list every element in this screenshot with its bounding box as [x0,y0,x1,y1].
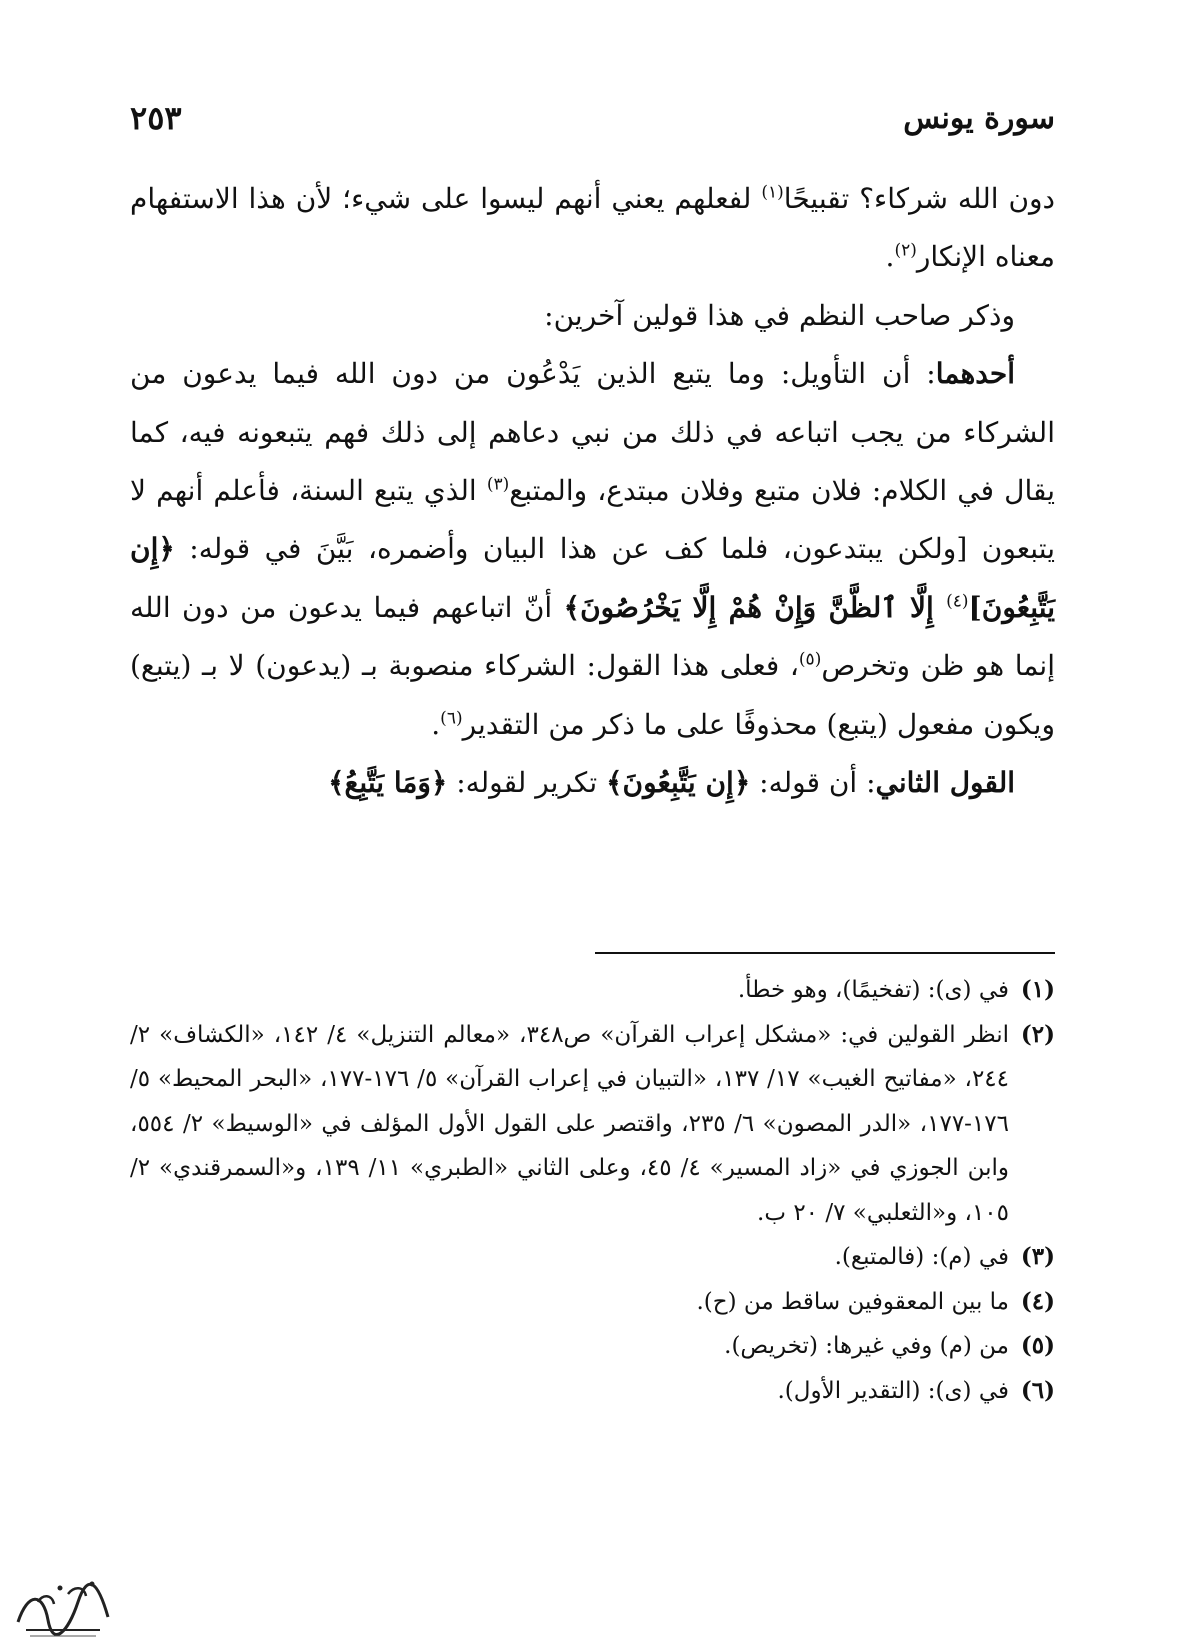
footnote-number: (٤) [1020,1287,1055,1315]
text-run: الذي يتبع السنة، فأعلم أنهم لا يتبعون [ولكن يبتدعون، فلما كف عن هذا البيان وأضمره، بَيَّنَ في قوله: [130,474,1055,566]
paragraph-4 [130,754,1055,812]
text-run: لفعلهم يعني أنهم ليسوا على شيء؛ لأن هذا الاستفهام معناه الإنكار [130,182,1055,274]
paragraph-1 [130,170,1055,287]
text-run: . [431,707,441,741]
footnote-2 [130,1013,1055,1236]
quran-verse: ﴿إِن يَتَّبِعُونَ﴾ [606,766,751,800]
footnote-number: (٦) [1020,1376,1055,1404]
footnote-ref-2: (٢) [894,241,917,262]
footnote-text: في (ى): (التقدير الأول). [777,1377,1009,1404]
page-number: ٢٥٣ [130,99,182,137]
footnote-ref-5: (٥) [798,649,822,670]
footnote-text: انظر القولين في: «مشكل إعراب القرآن» ص٣٤٨، «معالم التنزيل» ٤/ ١٤٢، «الكشاف» ٢/ ٢٤٤، «مفاتيح الغيب» ١٧/ ١٣٧، «التبيان في إعراب القرآن» ٥/ ١٧٦-١٧٧، «البحر المحيط» ٥/ ١٧٦-١٧٧، «الدر المصون» ٦/ ٢٣٥، واقتصر على القول الأول المؤلف في «الوسيط» ٢/ ٥٥٤، وابن الجوزي في «زاد المسير» ٤/ ٤٥، وعلى الثاني «الطبري» ١١/ ١٣٩، و«السمرقندي» ٢/ ١٠٥، و«الثعلبي» ٧/ ٢٠ ب. [130,1021,1010,1226]
page-header [130,88,1055,148]
footnote-text: في (م): (فالمتبع). [834,1244,1009,1270]
footnote-4 [130,1280,1055,1325]
footnote-1 [130,968,1055,1013]
footnote-text: من (م) وفي غيرها: (تخريص). [724,1333,1009,1359]
quran-verse: ﴿وَمَا يَتَّبِعُ﴾ [328,766,448,800]
footnote-number: (٢) [1020,1020,1055,1048]
footnote-number: (٥) [1020,1332,1055,1359]
text-run: دون الله شركاء؟ تقبيحًا [783,182,1055,215]
footnote-5 [130,1324,1055,1369]
paragraph-2: وذكر صاحب النظم في هذا قولين آخرين: [544,298,1015,332]
paragraph-lead: القول الثاني [875,766,1015,800]
footnote-text: ما بين المعقوفين ساقط من (ح). [696,1288,1009,1315]
text-run: ، فعلى هذا القول: الشركاء منصوبة بـ (يدعون) لا بـ (يتبع) ويكون مفعول (يتبع) محذوفًا على ما ذكر من التقدير [130,649,1055,741]
text-run: : أن قوله: [750,766,876,800]
paragraph-lead: أحدهما [935,357,1015,391]
paragraph-3 [130,345,1055,754]
footnote-3 [130,1235,1055,1280]
calligraphy-logo-icon [8,1572,118,1644]
quran-verse: إِلَّا ٱلظَّنَّ وَإِنْ هُمْ إِلَّا يَخْرُصُونَ﴾ [563,590,947,624]
main-text [130,170,1055,812]
footnote-text: في (ى): (تفخيمًا)، وهو خطأ. [737,977,1009,1003]
text-run: . [885,240,895,274]
footnote-ref-3: (٣) [486,474,510,495]
surah-title: سورة يونس [903,100,1055,136]
footnote-6 [130,1369,1055,1414]
publisher-logo [8,1572,118,1644]
footnote-number: (٣) [1020,1243,1055,1270]
footnote-ref-1: (١) [761,182,784,203]
footnote-separator [595,952,1055,954]
quran-verse: ﴿إِن يَتَّبِعُونَ] [130,532,1055,624]
footnote-ref-6: (٦) [440,708,463,729]
footnote-number: (١) [1020,976,1055,1003]
footnotes [130,968,1055,1413]
text-run: أنّ اتباعهم فيما يدعون من دون الله إنما هو ظن وتخرص [130,590,1055,683]
footnote-ref-4: (٤) [946,591,969,612]
text-run: تكرير لقوله: [447,766,607,800]
text-run: : أن التأويل: وما يتبع الذين يَدْعُون من دون الله فيما يدعون من الشركاء من يجب اتباعه في ذلك من نبي دعاهم إلى ذلك فهم يتبعونه فيه، كما يقال في الكلام: فلان متبع وفلان مبتدع، والمتبع [130,357,1055,508]
